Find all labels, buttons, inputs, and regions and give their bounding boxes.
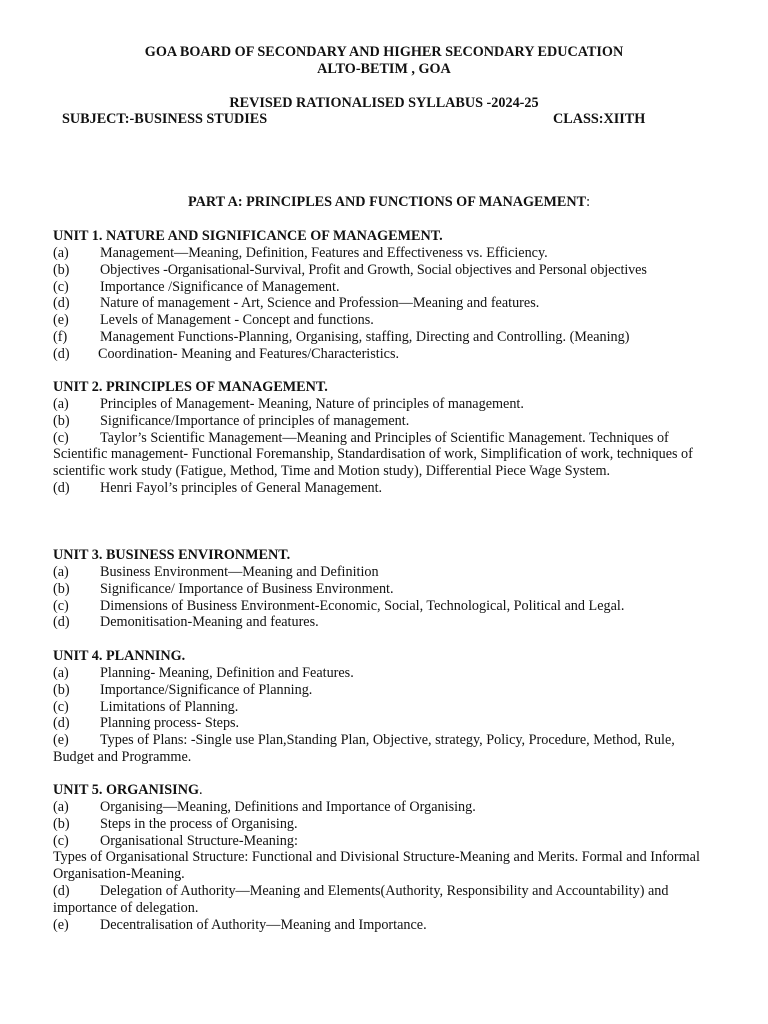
list-item	[53, 665, 713, 682]
item-label: (a)	[53, 245, 69, 261]
item-text: Organisational Structure-Meaning:	[100, 832, 298, 849]
list-item	[53, 715, 713, 732]
item-text: Principles of Management- Meaning, Nature of principles of management.	[100, 396, 524, 412]
list-item	[53, 833, 713, 850]
part-title-text: PART A: PRINCIPLES AND FUNCTIONS OF MANAGEMENT	[188, 194, 587, 210]
unit-5	[53, 782, 713, 933]
board-name: GOA BOARD OF SECONDARY AND HIGHER SECONDARY EDUCATION	[144, 44, 624, 60]
unit-title: UNIT 2. PRINCIPLES OF MANAGEMENT.	[53, 379, 328, 395]
list-item	[53, 682, 713, 699]
item-label: (b)	[53, 261, 70, 278]
item-text: Decentralisation of Authority—Meaning and Importance.	[100, 916, 427, 933]
item-label: (d)	[53, 882, 70, 899]
unit-1	[53, 228, 713, 363]
subject-class-row	[62, 111, 662, 128]
unit-title: UNIT 4. PLANNING.	[53, 648, 186, 664]
item-text: Delegation of Authority—Meaning and Elements(Authority, Responsibility and Accountability) and importance of delegation.	[53, 882, 669, 916]
list-item	[53, 329, 713, 346]
syllabus-title: REVISED RATIONALISED SYLLABUS -2024-25	[229, 95, 539, 111]
item-label: (d)	[53, 614, 70, 631]
list-item	[53, 732, 713, 766]
unit-2	[53, 379, 713, 497]
item-label: (b)	[53, 412, 70, 429]
list-item	[53, 917, 713, 934]
item-label: (e)	[53, 916, 69, 933]
list-item	[53, 245, 713, 262]
item-label: (c)	[53, 597, 69, 614]
item-label: (d)	[53, 479, 70, 496]
item-label: (d)	[53, 345, 70, 362]
list-item	[53, 312, 713, 329]
item-text: Significance/Importance of principles of management.	[100, 412, 410, 429]
subject-label: SUBJECT:-BUSINESS STUDIES	[62, 111, 268, 127]
item-label: (f)	[53, 328, 68, 345]
item-text: Limitations of Planning.	[100, 698, 239, 715]
item-label: (c)	[53, 832, 69, 849]
item-text: Coordination- Meaning and Features/Characteristics.	[98, 345, 400, 362]
list-item	[53, 614, 713, 631]
item-text: Importance/Significance of Planning.	[100, 681, 313, 698]
item-label: (a)	[53, 396, 69, 412]
item-label: (a)	[53, 665, 69, 681]
item-label: (c)	[53, 278, 69, 295]
item-label: (b)	[53, 580, 70, 597]
list-item	[53, 396, 713, 413]
list-item	[53, 262, 713, 279]
item-text: Business Environment—Meaning and Definition	[100, 564, 379, 580]
item-label: (b)	[53, 681, 70, 698]
item-label: (e)	[53, 732, 69, 749]
item-text: Organising—Meaning, Definitions and Importance of Organising.	[100, 799, 476, 815]
list-item	[53, 346, 713, 363]
item-label: (a)	[53, 564, 69, 580]
list-item	[53, 816, 713, 833]
unit-title: UNIT 3. BUSINESS ENVIRONMENT.	[53, 547, 291, 563]
list-item	[53, 413, 713, 430]
unit-title-text: UNIT 5. ORGANISING	[53, 782, 199, 798]
item-label: (b)	[53, 815, 70, 832]
item-text: Levels of Management - Concept and functions.	[100, 312, 374, 329]
item-text: Dimensions of Business Environment-Economic, Social, Technological, Political and Legal.	[100, 597, 625, 614]
board-location: ALTO-BETIM , GOA	[317, 61, 451, 77]
list-item	[53, 699, 713, 716]
item-label: (a)	[53, 799, 69, 815]
item-text: Steps in the process of Organising.	[100, 815, 298, 832]
item-label: (d)	[53, 715, 70, 732]
item-text: Nature of management - Art, Science and Profession—Meaning and features.	[100, 295, 540, 312]
item-text: Henri Fayol’s principles of General Management.	[100, 479, 383, 496]
unit-3	[53, 547, 713, 631]
item-text: Importance /Significance of Management.	[100, 278, 340, 295]
class-label: CLASS:XIITH	[553, 111, 646, 127]
list-item	[53, 480, 713, 497]
part-title	[188, 194, 590, 211]
item-text: Types of Plans: -Single use Plan,Standing Plan, Objective, strategy, Policy, Procedure, Method, Rule, Budget and Programme.	[53, 732, 675, 765]
list-item	[53, 564, 713, 581]
item-text: Planning- Meaning, Definition and Features.	[100, 665, 354, 681]
item-label: (c)	[53, 429, 69, 446]
item-text: Objectives -Organisational-Survival, Profit and Growth, Social objectives and Personal objectives	[100, 261, 647, 278]
item-text: Significance/ Importance of Business Environment.	[100, 580, 394, 597]
item-label: (e)	[53, 312, 69, 329]
item-text: Planning process- Steps.	[100, 715, 240, 732]
item-text: Demonitisation-Meaning and features.	[100, 614, 319, 631]
list-item	[53, 581, 713, 598]
list-item	[53, 598, 713, 615]
unit-title: UNIT 1. NATURE AND SIGNIFICANCE OF MANAGEMENT.	[53, 228, 443, 244]
list-item	[53, 430, 713, 480]
item-label: (d)	[53, 295, 70, 312]
list-item	[53, 799, 713, 816]
unit-title-tail: .	[198, 782, 203, 798]
list-item	[53, 295, 713, 312]
item-label: (c)	[53, 698, 69, 715]
list-item	[53, 279, 713, 296]
structure-note: Types of Organisational Structure: Functional and Divisional Structure-Meaning and Merits. Formal and Informal Organisation-Meaning.	[53, 849, 700, 883]
unit-4	[53, 648, 713, 766]
item-text: Management—Meaning, Definition, Features and Effectiveness vs. Efficiency.	[100, 245, 548, 261]
list-item	[53, 883, 713, 917]
unit-title	[53, 782, 713, 799]
item-text: Management Functions-Planning, Organising, staffing, Directing and Controlling. (Meaning)	[100, 328, 630, 345]
part-title-colon: :	[586, 194, 591, 210]
item-text: Taylor’s Scientific Management—Meaning and Principles of Scientific Management. Techniques of Scientific management- Functional Foremanship, Standardisation of work, Simplification of work, techniques of scientific work study (Fatigue, Method, Time and Motion study), Differential Piece Wage System.	[53, 429, 693, 480]
